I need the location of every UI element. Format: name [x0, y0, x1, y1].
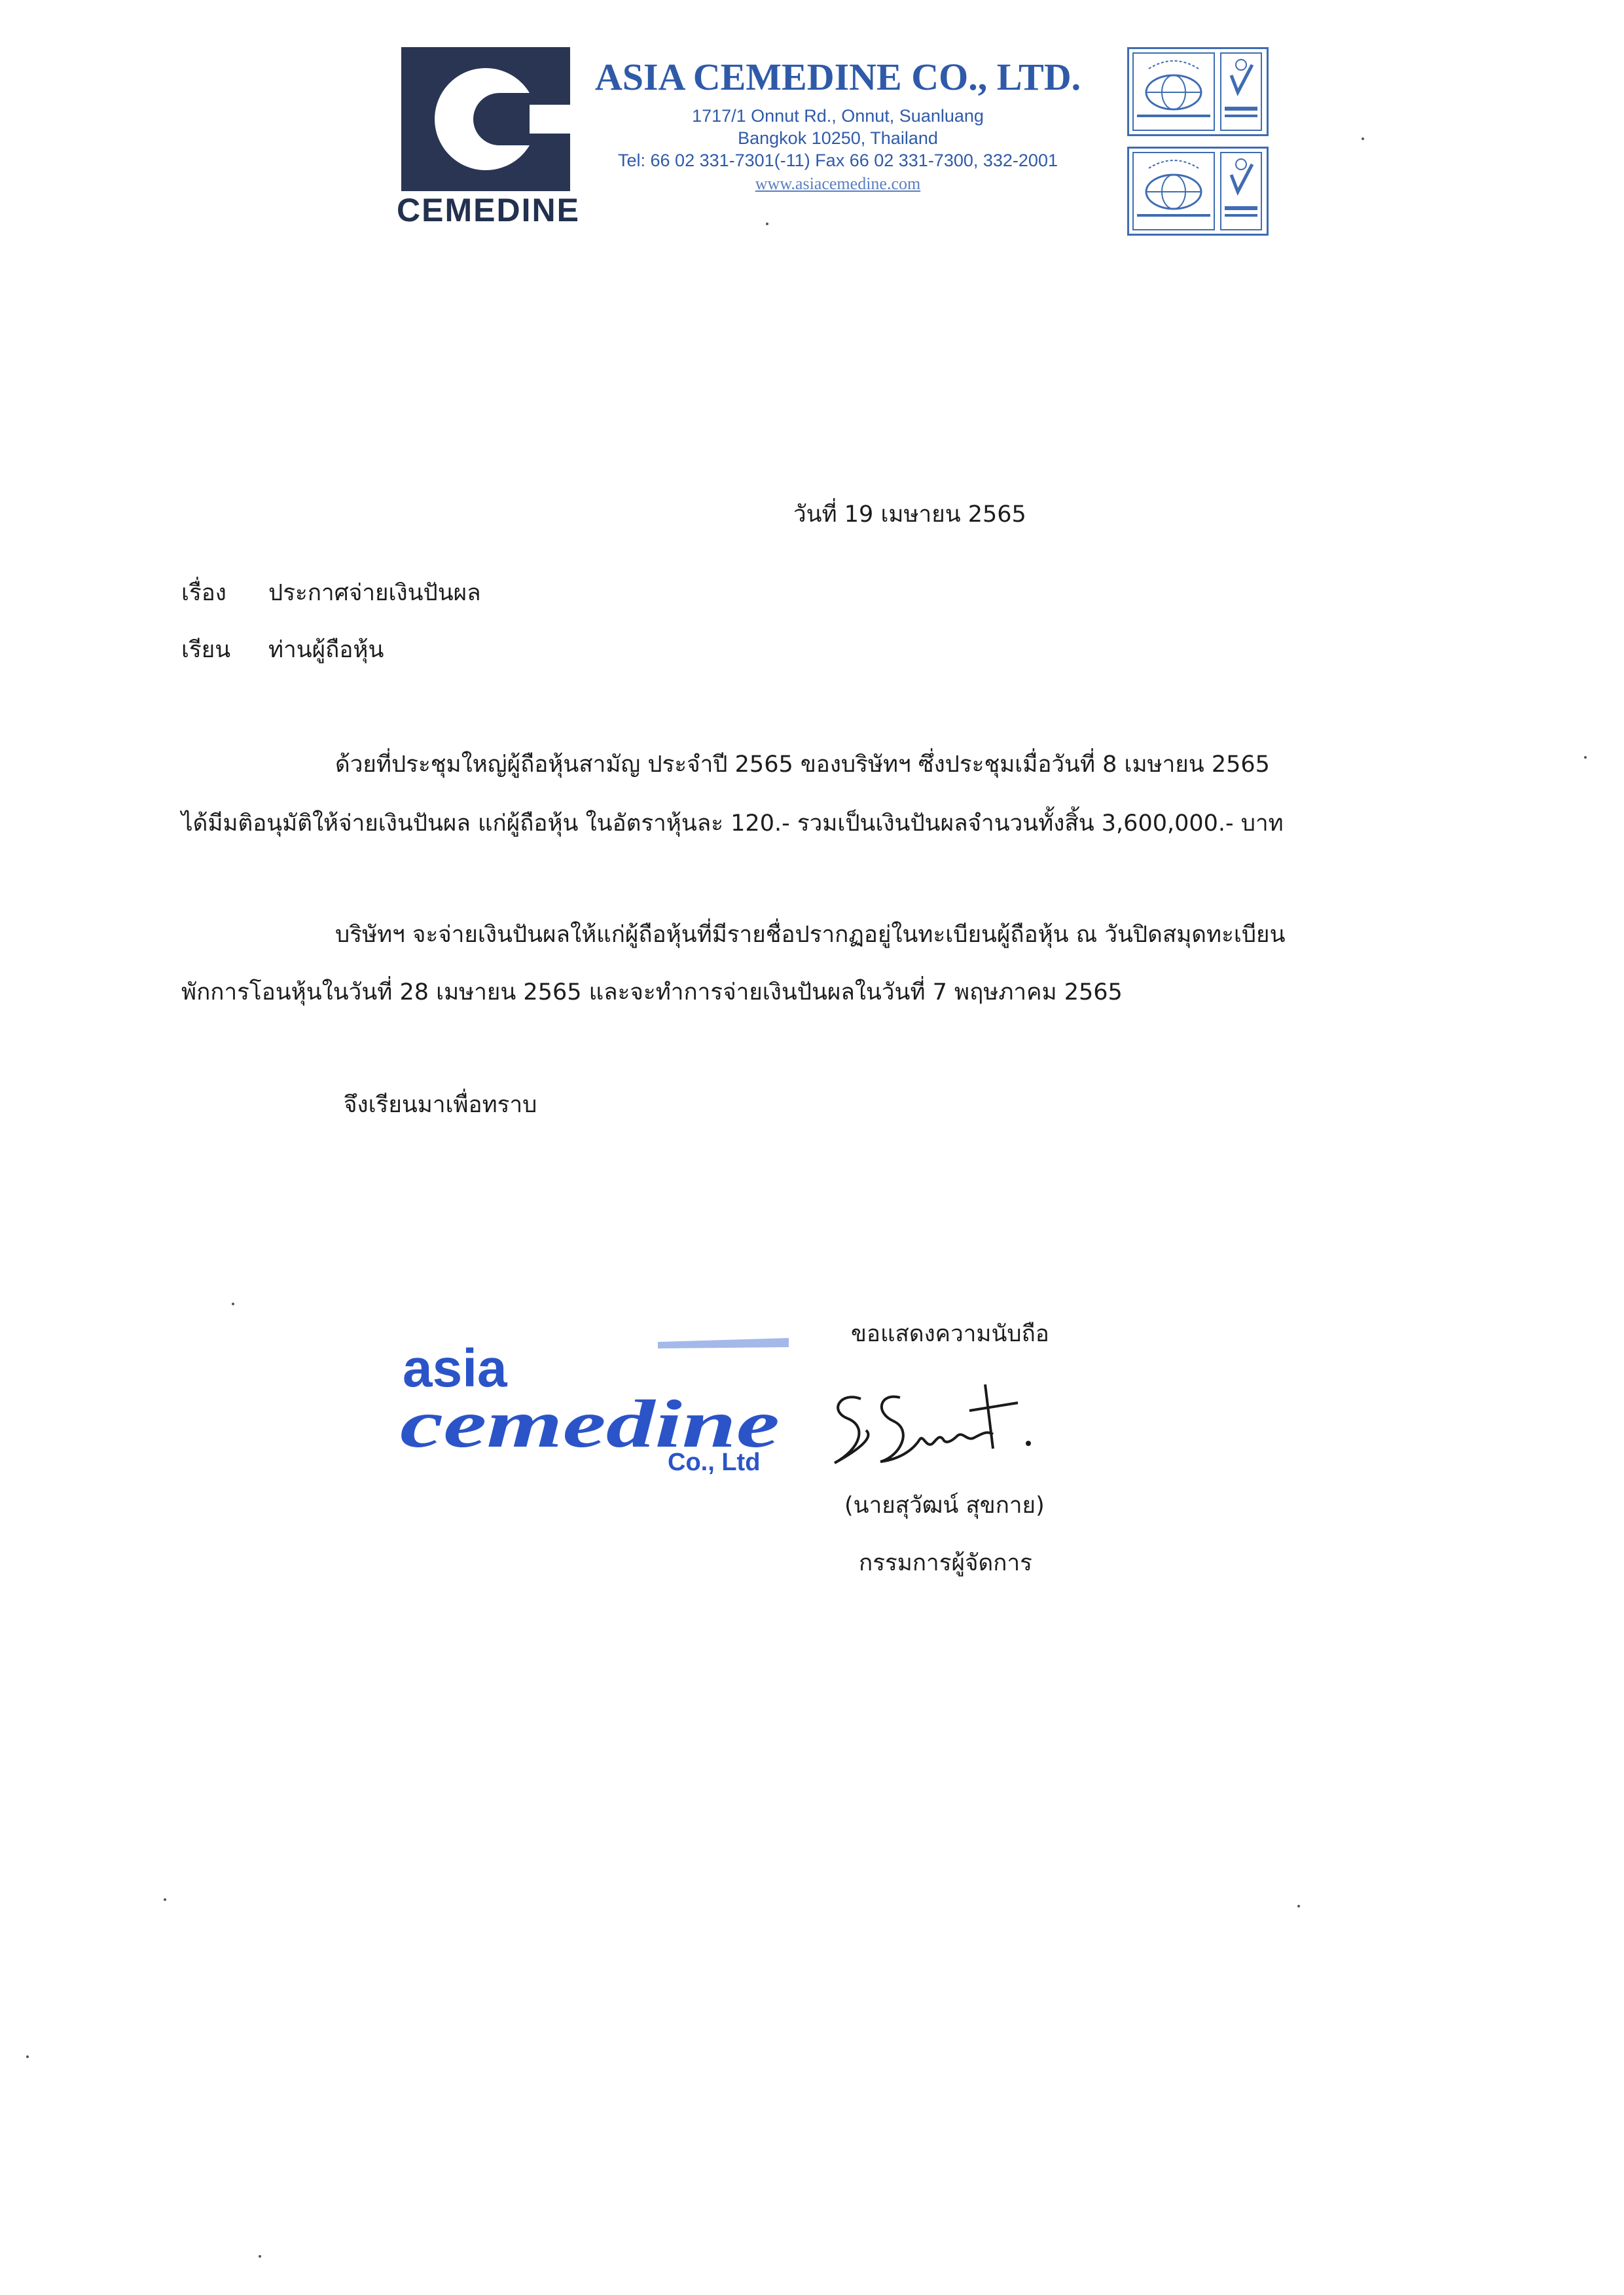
scan-speck	[1362, 137, 1364, 140]
scan-speck	[26, 2055, 29, 2058]
regards-text: ขอแสดงความนับถือ	[851, 1321, 1049, 1347]
recipient-label: เรียน	[181, 637, 231, 663]
paragraph-2-line-1: บริษัทฯ จะจ่ายเงินปันผลให้แก่ผู้ถือหุ้นที่มีรายชื่อปรากฏอยู่ในทะเบียนผู้ถือหุ้น ณ วันปิดสมุดทะเบียน	[335, 922, 1286, 948]
address-line: 1717/1 Onnut Rd., Onnut, Suanluang	[692, 106, 984, 126]
stamp-text-coltd: Co., Ltd	[668, 1449, 761, 1476]
subject-text: ประกาศจ่ายเงินปันผล	[268, 580, 481, 606]
contact-line: Tel: 66 02 331-7301(-11) Fax 66 02 331-7300, 332-2001	[618, 151, 1058, 170]
closing-phrase: จึงเรียนมาเพื่อทราบ	[344, 1092, 537, 1118]
company-stamp	[396, 1329, 795, 1476]
website-link[interactable]: www.asiacemedine.com	[755, 174, 921, 193]
handwritten-signature	[821, 1371, 1064, 1476]
scan-speck	[259, 2255, 261, 2258]
address-line: Bangkok 10250, Thailand	[738, 128, 938, 148]
letter-date: วันที่ 19 เมษายน 2565	[793, 501, 1026, 528]
stamp-text-cemedine: cemedine	[400, 1386, 780, 1462]
stamp-text-asia: asia	[403, 1339, 507, 1398]
subject-label: เรื่อง	[181, 580, 226, 606]
paragraph-2-line-2: พักการโอนหุ้นในวันที่ 28 เมษายน 2565 และจะทำการจ่ายเงินปันผลในวันที่ 7 พฤษภาคม 2565	[181, 979, 1123, 1005]
scan-speck	[1584, 756, 1587, 759]
signer-title: กรรมการผู้จัดการ	[859, 1550, 1032, 1576]
paragraph-1-line-1: ด้วยที่ประชุมใหญ่ผู้ถือหุ้นสามัญ ประจำปี 2565 ของบริษัทฯ ซึ่งประชุมเมื่อวันที่ 8 เมษายน 2565	[335, 751, 1270, 778]
scan-speck	[766, 223, 768, 225]
logo-wordmark: CEMEDINE	[397, 192, 580, 228]
certification-seal	[1127, 147, 1269, 236]
signer-name: (นายสุวัฒน์ สุขกาย)	[844, 1492, 1045, 1519]
recipient-text: ท่านผู้ถือหุ้น	[268, 637, 384, 663]
paragraph-1-line-2: ได้มีมติอนุมัติให้จ่ายเงินปันผล แก่ผู้ถือหุ้น ในอัตราหุ้นละ 120.- รวมเป็นเงินปันผลจำนวนทั้งสิ้น 3,600,000.- บาท	[181, 810, 1284, 837]
certification-seal	[1127, 47, 1269, 136]
scan-speck	[1297, 1905, 1300, 1907]
company-name: ASIA CEMEDINE CO., LTD.	[594, 56, 1081, 98]
scan-speck	[164, 1898, 166, 1901]
scan-speck	[232, 1303, 234, 1305]
